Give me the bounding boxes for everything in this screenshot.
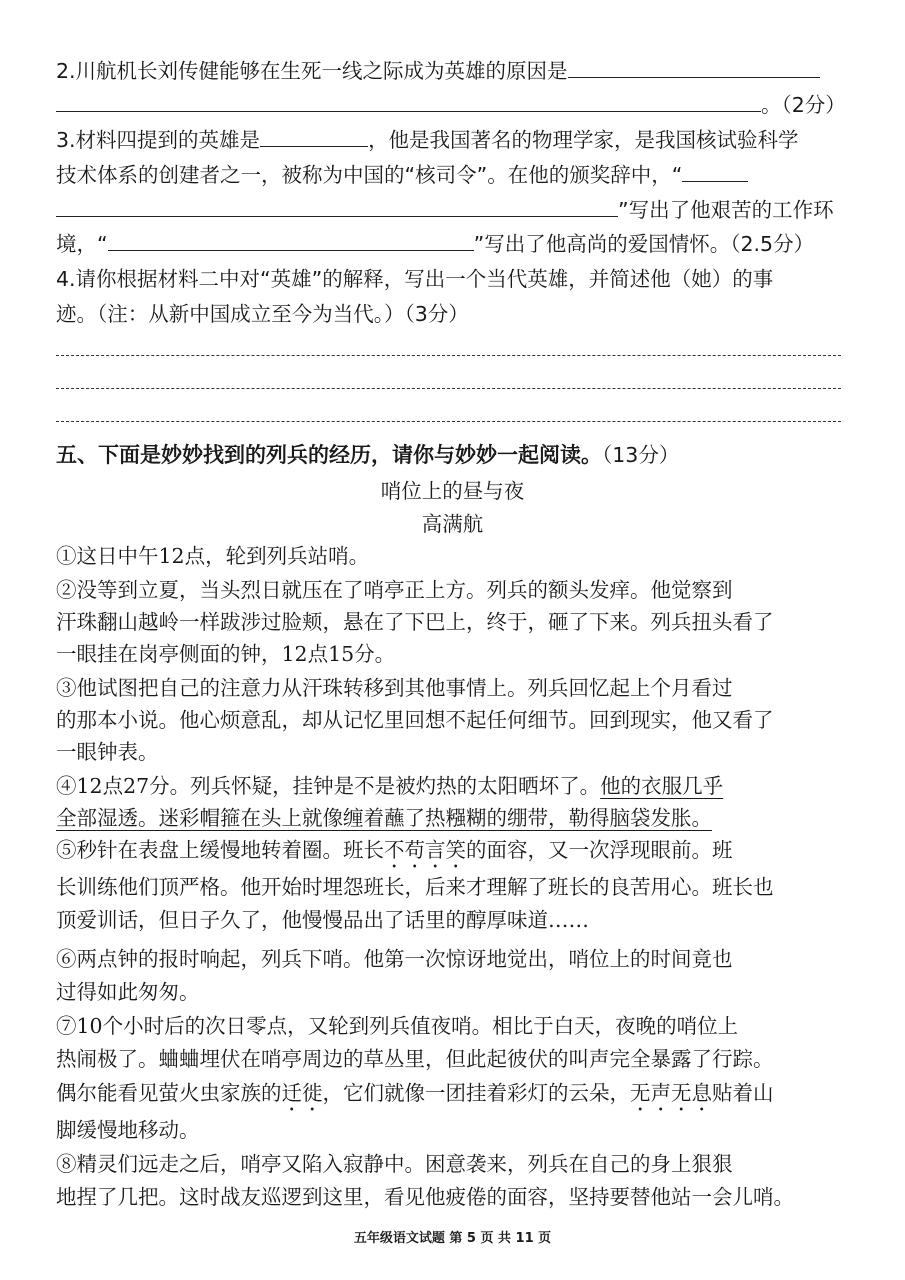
paragraph-3-line-3: 一眼钟表。: [56, 740, 159, 764]
paragraph-4-underlined-sentence: 全部湿透。迷彩帽箍在头上就像缠着蘸了热糨糊的绷带，勒得脑袋发胀。: [56, 806, 712, 830]
q3-text-e: 境，“: [56, 232, 108, 256]
q3-text-b: ，他是我国著名的物理学家，是我国核试验科学: [368, 128, 799, 152]
q2-line-2: [56, 91, 856, 119]
paragraph-6-line-1: ⑥两点钟的报时响起，列兵下哨。他第一次惊讶地觉出，哨位上的时间竟也: [56, 947, 733, 971]
paragraph-2-line-2: 汗珠翻山越岭一样跋涉过脸颊，悬在了下巴上，终于，砸了下来。列兵扭头看了: [56, 610, 774, 634]
paragraph-6-line-2: 过得如此匆匆。: [56, 980, 200, 1004]
q3-text-a: 3.材料四提到的英雄是: [56, 128, 261, 152]
q2-answer-blank-1[interactable]: [568, 57, 820, 78]
paragraph-7-text-c: ，它们就像一团挂着彩灯的云朵，: [322, 1081, 630, 1105]
section5-heading: [56, 441, 856, 469]
paragraph-2-line-3: 一眼挂在岗亭侧面的钟，12点15分。: [56, 642, 396, 666]
q3-text-f: ”写出了他高尚的爱国情怀。（2.5分）: [473, 232, 815, 256]
paragraph-1: ①这日中午12点，轮到列兵站哨。: [56, 544, 370, 568]
paragraph-5-text-a: ⑤秒针在表盘上缓慢地转着圈。班长: [56, 838, 384, 862]
q2-line-1: [56, 57, 856, 85]
dotted-word-wushengwuxi: 无声无息: [630, 1081, 712, 1105]
q3-blank-hero[interactable]: [260, 126, 368, 147]
paragraph-5-text-c: 的面容，又一次浮现眼前。班: [466, 838, 733, 862]
paragraph-3-line-2: 的那本小说。他心烦意乱，却从记忆里回想不起任何细节。回到现实，他又看了: [56, 708, 774, 732]
q3-line-2: [56, 161, 856, 189]
q4-answer-line-1[interactable]: [56, 355, 841, 356]
paragraph-7-line-4: 脚缓慢地移动。: [56, 1118, 200, 1142]
paragraph-3-line-1: ③他试图把自己的注意力从汗珠转移到其他事情上。列兵回忆起上个月看过: [56, 676, 733, 700]
paragraph-7-line-1: ⑦10个小时后的次日零点，又轮到列兵值夜哨。相比于白天，夜晚的哨位上: [56, 1014, 739, 1038]
section5-score: （13分）: [602, 443, 680, 467]
paragraph-8-line-1: ⑧精灵们远走之后，哨亭又陷入寂静中。困意袭来，列兵在自己的身上狠狠: [56, 1152, 733, 1176]
q4-answer-line-2[interactable]: [56, 388, 841, 389]
q3-text-c: 技术体系的创建者之一，被称为中国的“核司令”。在他的颁奖辞中，“: [56, 163, 683, 187]
q3-line-3: [56, 196, 856, 224]
dotted-word-qianxi: 迁徙: [281, 1081, 323, 1105]
article-title: 哨位上的昼与夜: [380, 479, 525, 503]
paragraph-4-line-2: [56, 804, 856, 832]
paragraph-7-text-e: 贴着山: [712, 1081, 774, 1105]
paragraph-4-line-1: [56, 772, 856, 800]
paragraph-5-line-1: [56, 836, 856, 873]
q4-line-2: 迹。（注：从新中国成立至今为当代。）（3分）: [56, 302, 469, 326]
page-footer: 五年级语文试题 第 5 页 共 11 页: [353, 1231, 552, 1246]
paragraph-5-line-3: 顶爱训话，但日子久了，他慢慢品出了话里的醇厚味道……: [56, 908, 589, 932]
q2-score: 。（2分）: [761, 93, 846, 117]
paragraph-4-text: ④12点27分。列兵怀疑，挂钟是不是被灼热的太阳晒坏了。: [56, 774, 601, 798]
paragraph-8-line-2: 地捏了几把。这时战友巡逻到这里，看见他疲倦的面容，坚持要替他站一会儿哨。: [56, 1185, 794, 1209]
paragraph-5-line-2: 长训练他们顶严格。他开始时埋怨班长，后来才理解了班长的良苦用心。班长也: [56, 875, 774, 899]
paragraph-7-line-3: [56, 1079, 856, 1116]
q4-answer-line-3[interactable]: [56, 421, 841, 422]
section5-title: 五、下面是妙妙找到的列兵的经历，请你与妙妙一起阅读。: [56, 443, 602, 467]
q3-text-d: ”写出了他艰苦的工作环: [618, 198, 834, 222]
paragraph-7-line-2: 热闹极了。蛐蛐埋伏在哨亭周边的草丛里，但此起彼伏的叫声完全暴露了行踪。: [56, 1047, 774, 1071]
paragraph-4-underlined-start: 他的衣服几乎: [600, 774, 724, 798]
q3-line-1: [56, 126, 856, 154]
q3-blank-quote1[interactable]: [56, 196, 618, 217]
q2-answer-blank-2[interactable]: [56, 91, 761, 112]
dotted-word-bugouyanxiao: 不苟言笑: [384, 838, 466, 862]
q3-blank-quote1-start[interactable]: [682, 161, 748, 182]
q3-line-4: [56, 230, 856, 258]
q4-line-1: 4.请你根据材料二中对“英雄”的解释，写出一个当代英雄，并简述他（她）的事: [56, 267, 774, 291]
article-author: 高满航: [421, 512, 484, 536]
paragraph-2-line-1: ②没等到立夏，当头烈日就压在了哨亭正上方。列兵的额头发痒。他觉察到: [56, 578, 733, 602]
paragraph-7-text-a: 偶尔能看见萤火虫家族的: [56, 1081, 282, 1105]
q2-text: 2.川航机长刘传健能够在生死一线之际成为英雄的原因是: [56, 59, 568, 83]
q3-blank-quote2[interactable]: [108, 230, 474, 251]
